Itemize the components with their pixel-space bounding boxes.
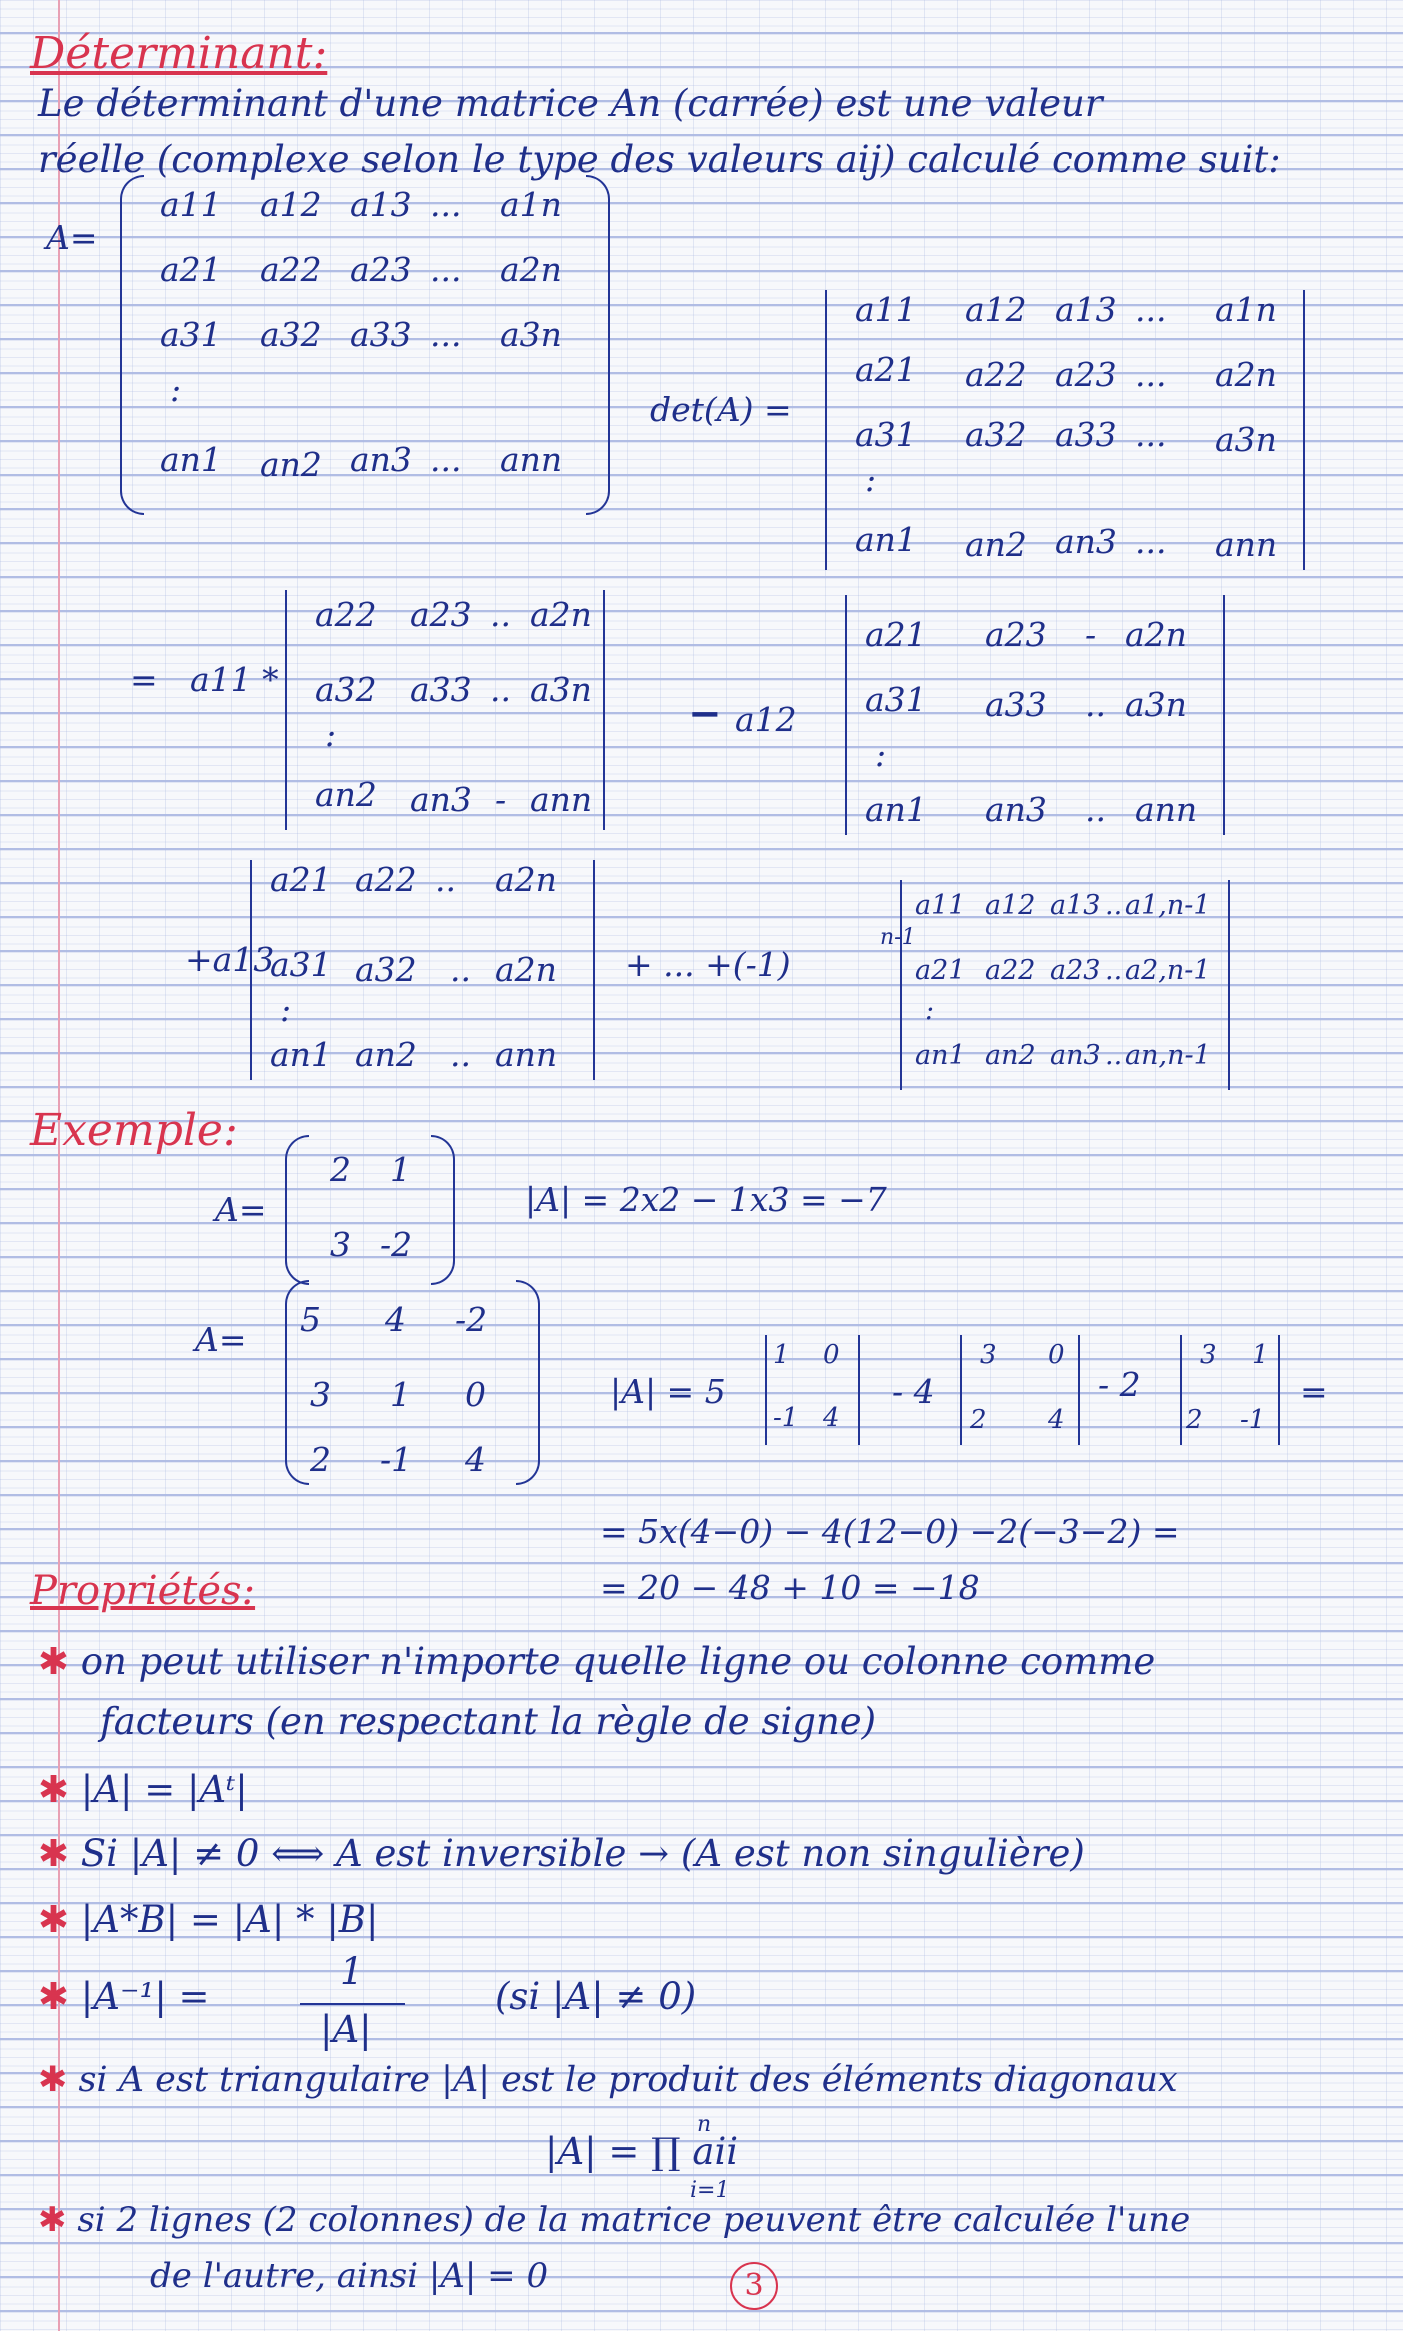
ex2-matrix: 5 4 -2 3 1 0 2 -1 4 — [285, 1280, 540, 1485]
bullet-star-icon: ✱ — [38, 2200, 67, 2240]
property-7 — [38, 2200, 1190, 2240]
property-5-numerator: 1 — [340, 1950, 364, 1993]
expansion-coef-1: a11 * — [190, 660, 279, 699]
property-2-text: |A| = |Aᵗ| — [80, 1768, 248, 1811]
expansion-minus: − — [688, 690, 722, 737]
property-1-line-2: facteurs (en respectant la règle de signe) — [100, 1700, 877, 1743]
ex2-minor-2: 3 0 2 4 — [960, 1335, 1080, 1445]
property-6-text: si A est triangulaire |A| est le produit des éléments diagonaux — [78, 2060, 1178, 2100]
property-5 — [38, 1975, 210, 2018]
property-3 — [38, 1832, 1085, 1875]
page-title: Déterminant: — [30, 28, 328, 79]
ex2-term-3: - 2 — [1098, 1365, 1141, 1404]
bullet-star-icon: ✱ — [38, 1640, 70, 1683]
property-1-line-1: on peut utiliser n'importe quelle ligne ou colonne comme — [80, 1640, 1156, 1683]
minor-4: a11 a12 a13 .. a1,n-1 a21 a22 a23 .. a2,n-1 : an1 an2 an3 .. an,n-1 — [900, 880, 1230, 1090]
product-lower-bound: i=1 — [690, 2178, 730, 2203]
bullet-star-icon: ✱ — [38, 1975, 70, 2018]
bullet-star-icon: ✱ — [38, 2060, 68, 2100]
bullet-star-icon: ✱ — [38, 1898, 70, 1941]
ex1-label: A= — [215, 1190, 267, 1229]
example-heading: Exemple: — [30, 1105, 238, 1156]
matrix-a-label: A= — [46, 218, 98, 257]
ex2-det-start: |A| = 5 — [610, 1372, 726, 1411]
bullet-star-icon: ✱ — [38, 1832, 70, 1875]
intro-line-2: réelle (complexe selon le type des valeurs aij) calculé comme suit: — [38, 138, 1281, 181]
expansion-coef-2: a12 — [735, 700, 797, 739]
minor-1: a22 a23 .. a2n a32 a33 .. a3n : an2 an3 - ann — [285, 590, 605, 830]
ex2-line-2: = 5x(4−0) − 4(12−0) −2(−3−2) = — [600, 1512, 1180, 1551]
ex2-term-4: = — [1300, 1372, 1328, 1411]
ex2-minor-3: 3 1 2 -1 — [1180, 1335, 1280, 1445]
property-4-text: |A*B| = |A| * |B| — [80, 1898, 379, 1941]
property-7-line-1: si 2 lignes (2 colonnes) de la matrice peuvent être calculée l'une — [77, 2200, 1191, 2240]
properties-heading: Propriétés: — [30, 1568, 256, 1614]
property-4 — [38, 1898, 378, 1941]
property-5-left: |A⁻¹| = — [80, 1975, 210, 2018]
matrix-a: a11 a12 a13 ... a1n a21 a22 a23 ... a2n a31 a32 a33 ... a3n : an1 an2 an3 ... ann — [120, 175, 610, 515]
product-upper-bound: n — [697, 2112, 712, 2137]
property-5-denominator: |A| — [320, 2008, 372, 2051]
expansion-dots: + ... +(-1) — [625, 945, 791, 984]
bullet-star-icon: ✱ — [38, 1768, 70, 1811]
expansion-equals: = — [130, 660, 158, 699]
expansion-power: n-1 — [880, 925, 916, 950]
minor-3: a21 a22 .. a2n a31 a32 .. a2n : an1 an2 .. ann — [250, 860, 595, 1080]
ex2-minor-1: 1 0 -1 4 — [765, 1335, 860, 1445]
ex2-term-2: - 4 — [892, 1372, 935, 1411]
det-label: det(A) = — [650, 390, 792, 429]
property-3-text: Si |A| ≠ 0 ⟺ A est inversible → (A est non singulière) — [80, 1832, 1085, 1875]
ex1-matrix: 2 1 3 -2 — [285, 1135, 455, 1285]
det-a: a11 a12 a13 ... a1n a21 a22 a23 ... a2n a31 a32 a33 ... a3n : an1 an2 an3 ... ann — [825, 290, 1305, 570]
property-6 — [38, 2060, 1178, 2100]
fraction-bar — [300, 2003, 405, 2005]
expansion-coef-3: +a13 — [185, 940, 275, 979]
property-5-condition: (si |A| ≠ 0) — [495, 1975, 697, 2018]
ex2-line-3: = 20 − 48 + 10 = −18 — [600, 1568, 980, 1607]
property-6-formula: |A| = ∏ aii — [545, 2130, 739, 2173]
ex2-label: A= — [195, 1320, 247, 1359]
property-1 — [38, 1640, 1155, 1683]
page-number: 3 — [730, 2262, 778, 2310]
intro-line-1: Le déterminant d'une matrice An (carrée) est une valeur — [38, 82, 1103, 125]
minor-2: a21 a23 - a2n a31 a33 .. a3n : an1 an3 .. ann — [845, 595, 1225, 835]
property-2 — [38, 1768, 248, 1811]
property-7-line-2: de l'autre, ainsi |A| = 0 — [150, 2256, 549, 2296]
ex1-result: |A| = 2x2 − 1x3 = −7 — [525, 1180, 887, 1219]
